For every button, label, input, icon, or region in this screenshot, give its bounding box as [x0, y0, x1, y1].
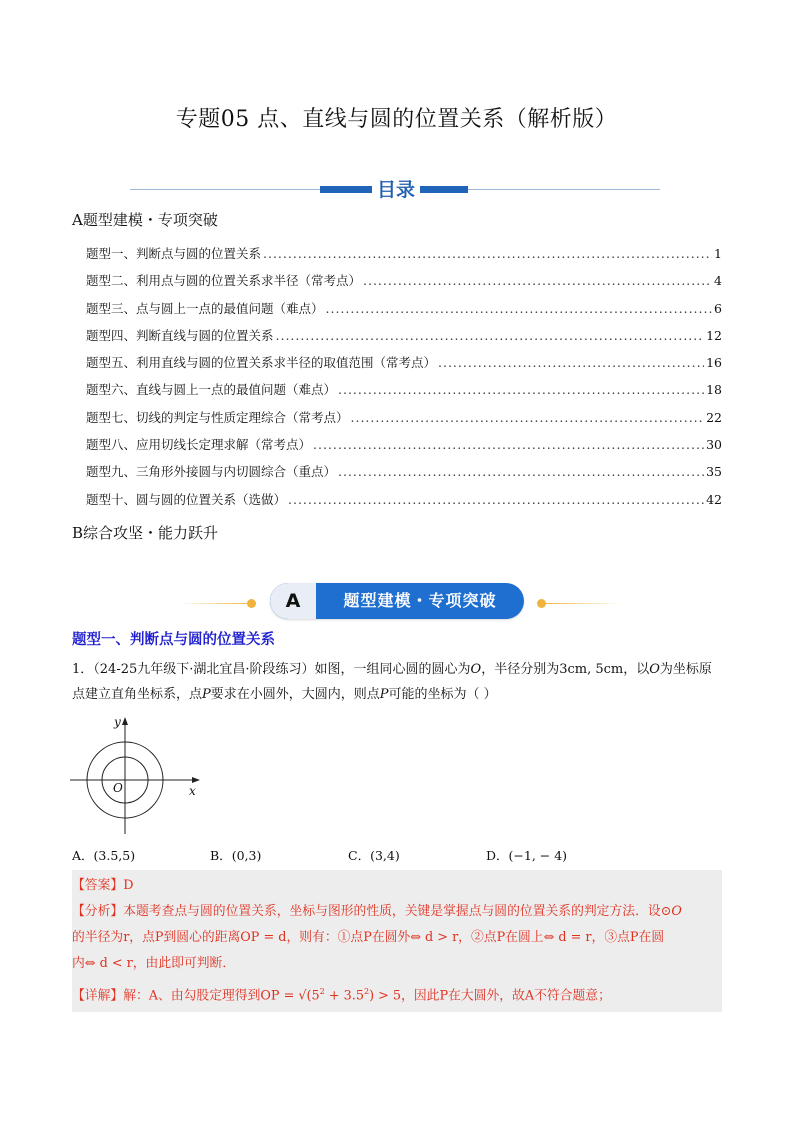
toc-bar-right — [420, 186, 468, 193]
toc-item-label: 题型二、利用点与圆的位置关系求半径（常考点） — [86, 273, 362, 289]
detail-line: 【详解】解：A、由勾股定理得到OP = $√(5^2 + 3.5^2) > 5$，因此P在大圆外，故A不符合题意； — [72, 987, 611, 1004]
banner-title: 题型建模・专项突破 — [343, 591, 497, 610]
type-one-heading: 题型一、判断点与圆的位置关系 — [72, 632, 275, 648]
x-axis-arrow — [192, 777, 200, 783]
y-axis-arrow — [122, 717, 128, 725]
toc-item-label: 题型四、判断直线与圆的位置关系 — [86, 327, 274, 343]
var-p: P — [379, 687, 389, 702]
toc-list — [86, 244, 722, 517]
banner-letter: A — [270, 583, 316, 619]
toc-item[interactable] — [86, 435, 722, 462]
banner-dot-left — [247, 599, 256, 608]
question-text-5: 可能的坐标为（ ） — [388, 687, 497, 702]
y-axis-label: y — [114, 715, 121, 729]
toc-item-label: 题型七、切线的判定与性质定理综合（常考点） — [86, 409, 349, 425]
toc-item-label: 题型三、点与圆上一点的最值问题（难点） — [86, 300, 324, 316]
analysis-tag: 【分析】 — [72, 904, 124, 919]
toc-item-label: 题型五、利用直线与圆的位置关系求半径的取值范围（常考点） — [86, 355, 437, 371]
banner-dot-right — [537, 599, 546, 608]
question-text-1: 如图，一组同心圆的圆心为 — [314, 662, 471, 677]
question-text-3: 为坐标原点建立直角坐标系，点 — [72, 662, 712, 702]
var-o: O — [649, 662, 660, 677]
analysis-line-3: 内⇔ d < r，由此即可判断． — [72, 956, 236, 971]
var-p: P — [202, 687, 211, 702]
toc-item[interactable] — [86, 271, 722, 298]
question-text-4: 要求在小圆外，大圆内，则点 — [210, 687, 380, 702]
answer-options — [72, 846, 722, 866]
question-text-2: ，半径分别为3cm, 5cm，以 — [481, 662, 650, 677]
var-o: O — [470, 662, 482, 677]
toc-header — [130, 176, 660, 202]
answer-tag: 【答案】 — [72, 878, 124, 893]
toc-item-label: 题型六、直线与圆上一点的最值问题（难点） — [86, 382, 337, 398]
toc-heading: 目录 — [372, 175, 420, 202]
question-number: 1． — [72, 662, 94, 677]
option-c[interactable]: C．(3,4) — [348, 848, 400, 863]
toc-section-b[interactable]: B综合攻坚・能力跃升 — [72, 524, 219, 542]
toc-item-page: 4 — [714, 273, 722, 289]
detail-tag: 【详解】 — [72, 988, 124, 1004]
toc-item-page: 6 — [714, 300, 722, 316]
toc-item[interactable] — [86, 490, 722, 517]
banner-line-right — [546, 603, 620, 604]
toc-item-label: 题型一、判断点与圆的位置关系 — [86, 246, 262, 261]
document-title: 专题05 点、直线与圆的位置关系（解析版） — [175, 107, 618, 132]
answer-line — [72, 876, 722, 896]
option-b[interactable]: B．(0,3) — [210, 848, 262, 863]
x-axis-label: x — [189, 784, 196, 798]
analysis-line-2: 的半径为r，点P到圆心的距离OP = d，则有：①点P在圆外⇔ d > r，②点P在圆上⇔ d = r，③点P在圆 — [72, 930, 665, 945]
toc-item-page: 16 — [706, 355, 722, 371]
toc-item-page: 42 — [706, 491, 722, 507]
toc-bar-left — [320, 186, 372, 193]
toc-item-label: 题型十、圆与圆的位置关系（选做） — [86, 491, 287, 507]
toc-item[interactable] — [86, 353, 722, 380]
analysis-line-1: 【分析】本题考查点与圆的位置关系，坐标与图形的性质，关键是掌握点与圆的位置关系的判定方法．设⊙O — [72, 904, 682, 919]
toc-item-page: 12 — [706, 327, 722, 343]
concentric-circles-figure — [68, 712, 204, 838]
question-1 — [72, 657, 722, 707]
toc-item-page: 30 — [706, 437, 722, 453]
toc-section-a[interactable]: A题型建模・专项突破 — [72, 211, 218, 229]
toc-item[interactable] — [86, 408, 722, 435]
toc-item-page: 22 — [706, 409, 722, 425]
option-a[interactable]: A．(3.5,5) — [72, 848, 136, 863]
solution-box — [72, 870, 722, 1012]
toc-item[interactable] — [86, 299, 722, 326]
toc-item[interactable] — [86, 244, 722, 271]
origin-label: O — [113, 781, 123, 795]
toc-item[interactable] — [86, 380, 722, 407]
toc-item[interactable] — [86, 326, 722, 353]
question-source: （24-25九年级下·湖北宜昌·阶段练习） — [93, 662, 315, 677]
toc-item-label: 题型九、三角形外接圆与内切圆综合（重点） — [86, 464, 337, 480]
banner-pill — [270, 583, 524, 619]
answer-value: D — [123, 878, 134, 893]
toc-item-label: 题型八、应用切线长定理求解（常考点） — [86, 437, 312, 453]
toc-item-page: 35 — [706, 464, 722, 480]
toc-item[interactable] — [86, 462, 722, 489]
option-d[interactable]: D．(−1, − 4) — [486, 848, 568, 863]
section-banner — [180, 582, 620, 622]
toc-item-page: 18 — [706, 382, 722, 398]
toc-item-page: 1 — [714, 246, 722, 261]
banner-line-left — [180, 603, 250, 604]
